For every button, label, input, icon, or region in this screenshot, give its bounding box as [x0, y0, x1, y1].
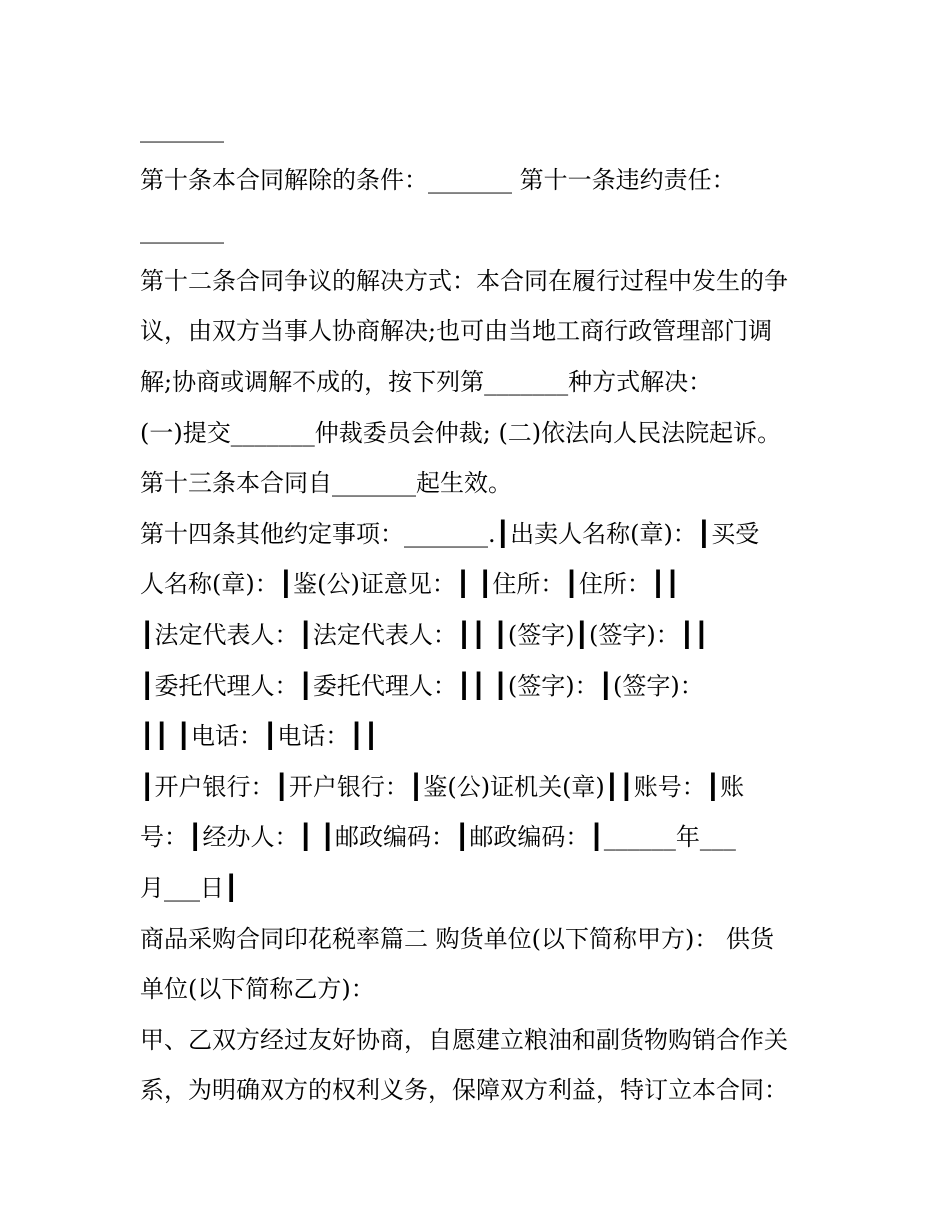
text-line: 第十四条其他约定事项：_______.┃出卖人名称(章)：┃买受: [140, 519, 760, 548]
text-line: 月___日┃: [140, 873, 239, 902]
text-line: 单位(以下简称乙方)：: [140, 975, 375, 1004]
document-body: [140, 104, 830, 1116]
text-line: _______: [140, 216, 224, 245]
text-line: (一)提交_______仲裁委员会仲裁; (二)依法向人民法院起诉。: [140, 418, 782, 447]
text-line: 议，由双方当事人协商解决;也可由当地工商行政管理部门调: [140, 317, 773, 346]
text-line: 系，为明确双方的权利义务，保障双方利益，特订立本合同：: [140, 1076, 788, 1105]
text-line: ┃开户银行：┃开户银行：┃鉴(公)证机关(章)┃┃账号：┃账: [140, 772, 745, 801]
text-line: ┃委托代理人：┃委托代理人：┃┃ ┃(签字)：┃(签字)：: [140, 671, 704, 700]
text-line: ┃┃ ┃电话：┃电话：┃┃: [140, 722, 379, 751]
text-line: 解;协商或调解不成的，按下列第_______种方式解决：: [140, 367, 713, 396]
text-line: 号：┃经办人：┃ ┃邮政编码：┃邮政编码：┃______年___: [140, 823, 736, 852]
text-line: 第十条本合同解除的条件：_______ 第十一条违约责任：: [140, 165, 736, 194]
text-line: _______: [140, 115, 224, 143]
text-line: ┃法定代表人：┃法定代表人：┃┃ ┃(签字)┃(签字)：┃┃: [140, 620, 709, 649]
text-line: 第十二条合同争议的解决方式：本合同在履行过程中发生的争: [140, 266, 788, 295]
text-line: 甲、乙双方经过友好协商，自愿建立粮油和副货物购销合作关: [140, 1025, 788, 1054]
text-line: 人名称(章)：┃鉴(公)证意见：┃ ┃住所：┃住所：┃┃: [140, 570, 680, 599]
text-line: 第十三条本合同自_______起生效。: [140, 469, 512, 498]
text-line: 商品采购合同印花税率篇二 购货单位(以下简称甲方)： 供货: [140, 924, 774, 953]
